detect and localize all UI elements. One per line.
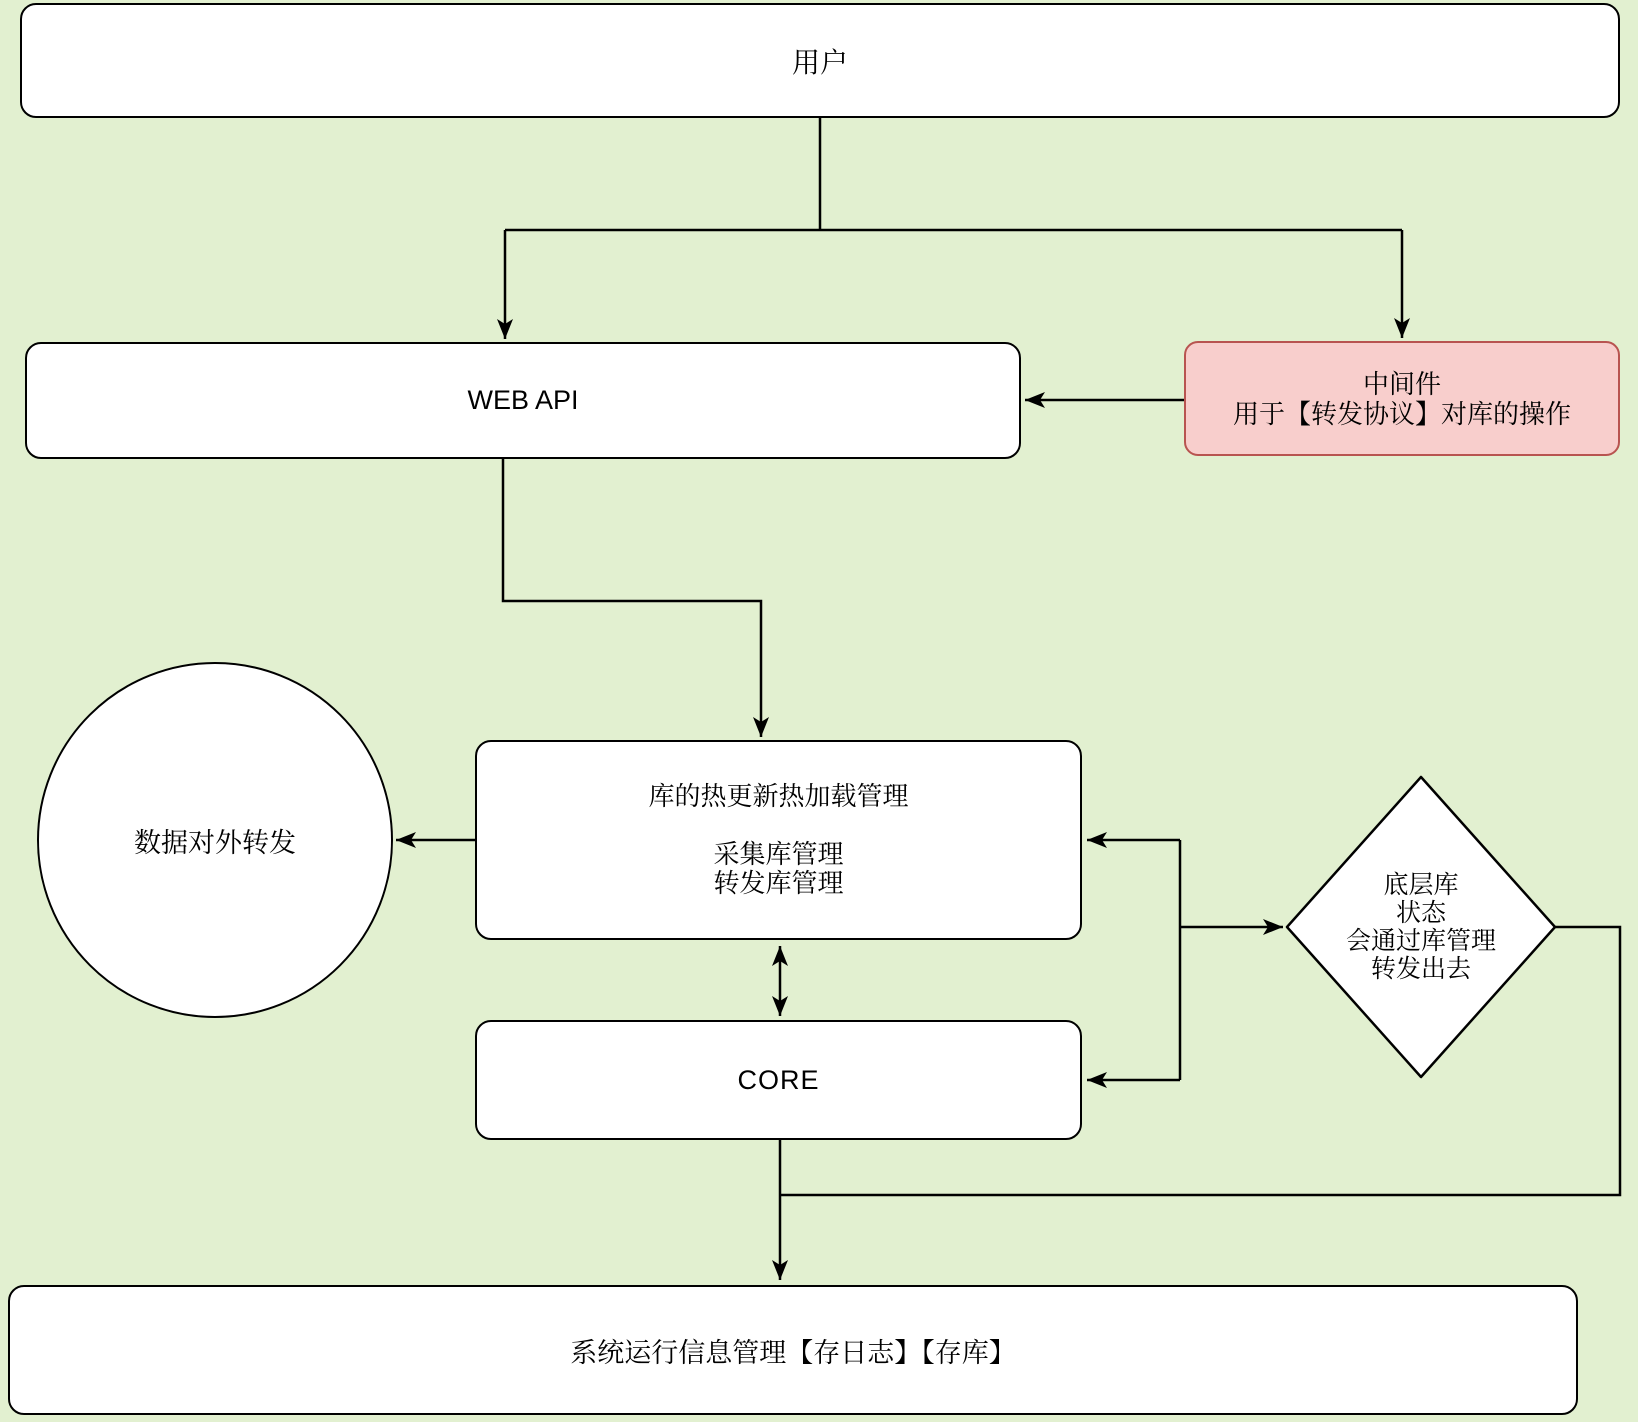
node-library-manager-line: 采集库管理 (713, 839, 844, 869)
node-middleware-line: 用于【转发协议】对库的操作 (1232, 398, 1571, 429)
node-system-info (8, 1285, 1578, 1415)
node-status-diamond-line: 底层库 (1383, 871, 1459, 899)
node-user-label: 用户 (791, 46, 848, 78)
node-status-diamond-line: 转发出去 (1370, 955, 1471, 983)
node-library-manager-line: 库的热更新热加载管理 (648, 781, 909, 811)
node-library-manager-line: 转发库管理 (713, 868, 844, 898)
node-data-forward-label: 数据对外转发 (134, 827, 296, 858)
node-web-api (25, 342, 1021, 459)
node-status-diamond-line: 会通过库管理 (1345, 927, 1496, 955)
node-middleware (1184, 341, 1620, 456)
node-user (20, 3, 1620, 118)
node-core-label: CORE (737, 1064, 820, 1095)
edge-webapi-to-library-manager (503, 459, 761, 737)
node-core (475, 1020, 1082, 1140)
node-web-api-label: WEB API (467, 385, 579, 415)
node-system-info-label: 系统运行信息管理【存日志】【存库】 (570, 1337, 1016, 1368)
node-library-manager (475, 740, 1082, 940)
node-data-forward-circle (37, 662, 393, 1018)
node-status-diamond-line: 状态 (1395, 899, 1446, 927)
node-middleware-line: 中间件 (1362, 368, 1441, 399)
node-status-diamond (1291, 867, 1551, 987)
